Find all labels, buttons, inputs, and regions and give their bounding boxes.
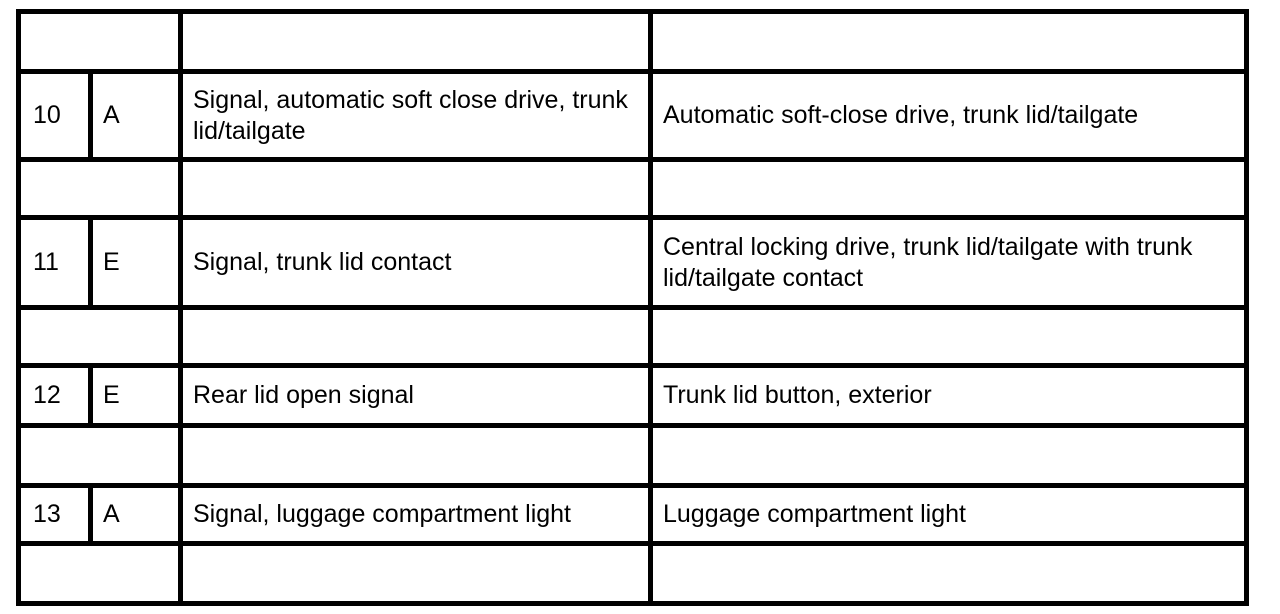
component-cell: Luggage compartment light <box>651 486 1247 544</box>
signal-direction-cell: E <box>91 218 181 308</box>
signal-description-cell: Signal, trunk lid contact <box>181 218 651 308</box>
empty-cell <box>181 12 651 72</box>
table-row <box>19 486 1247 544</box>
spacer-row <box>19 308 1247 366</box>
empty-cell <box>651 426 1247 486</box>
empty-cell <box>651 160 1247 218</box>
spacer-row <box>19 544 1247 604</box>
table-row <box>19 218 1247 308</box>
signal-direction-cell: E <box>91 366 181 426</box>
pin-number-cell: 10 <box>19 72 91 160</box>
pin-number-cell: 11 <box>19 218 91 308</box>
empty-cell <box>19 12 181 72</box>
pin-assignment-table <box>16 9 1249 606</box>
table-row <box>19 366 1247 426</box>
signal-direction-cell: A <box>91 486 181 544</box>
empty-cell <box>19 426 181 486</box>
signal-direction-cell: A <box>91 72 181 160</box>
empty-cell <box>19 308 181 366</box>
spacer-row <box>19 426 1247 486</box>
signal-description-cell: Rear lid open signal <box>181 366 651 426</box>
empty-cell <box>181 160 651 218</box>
empty-cell <box>181 544 651 604</box>
empty-cell <box>651 544 1247 604</box>
signal-description-cell: Signal, luggage compartment light <box>181 486 651 544</box>
empty-cell <box>19 160 181 218</box>
component-cell: Trunk lid button, exterior <box>651 366 1247 426</box>
table-row <box>19 72 1247 160</box>
signal-description-cell: Signal, automatic soft close drive, trunk lid/tailgate <box>181 72 651 160</box>
empty-cell <box>651 308 1247 366</box>
empty-cell <box>181 308 651 366</box>
component-cell: Automatic soft-close drive, trunk lid/tailgate <box>651 72 1247 160</box>
pin-number-cell: 12 <box>19 366 91 426</box>
pin-number-cell: 13 <box>19 486 91 544</box>
empty-cell <box>181 426 651 486</box>
empty-cell <box>19 544 181 604</box>
spacer-row <box>19 160 1247 218</box>
component-cell: Central locking drive, trunk lid/tailgate with trunk lid/tailgate contact <box>651 218 1247 308</box>
empty-cell <box>651 12 1247 72</box>
spacer-row <box>19 12 1247 72</box>
